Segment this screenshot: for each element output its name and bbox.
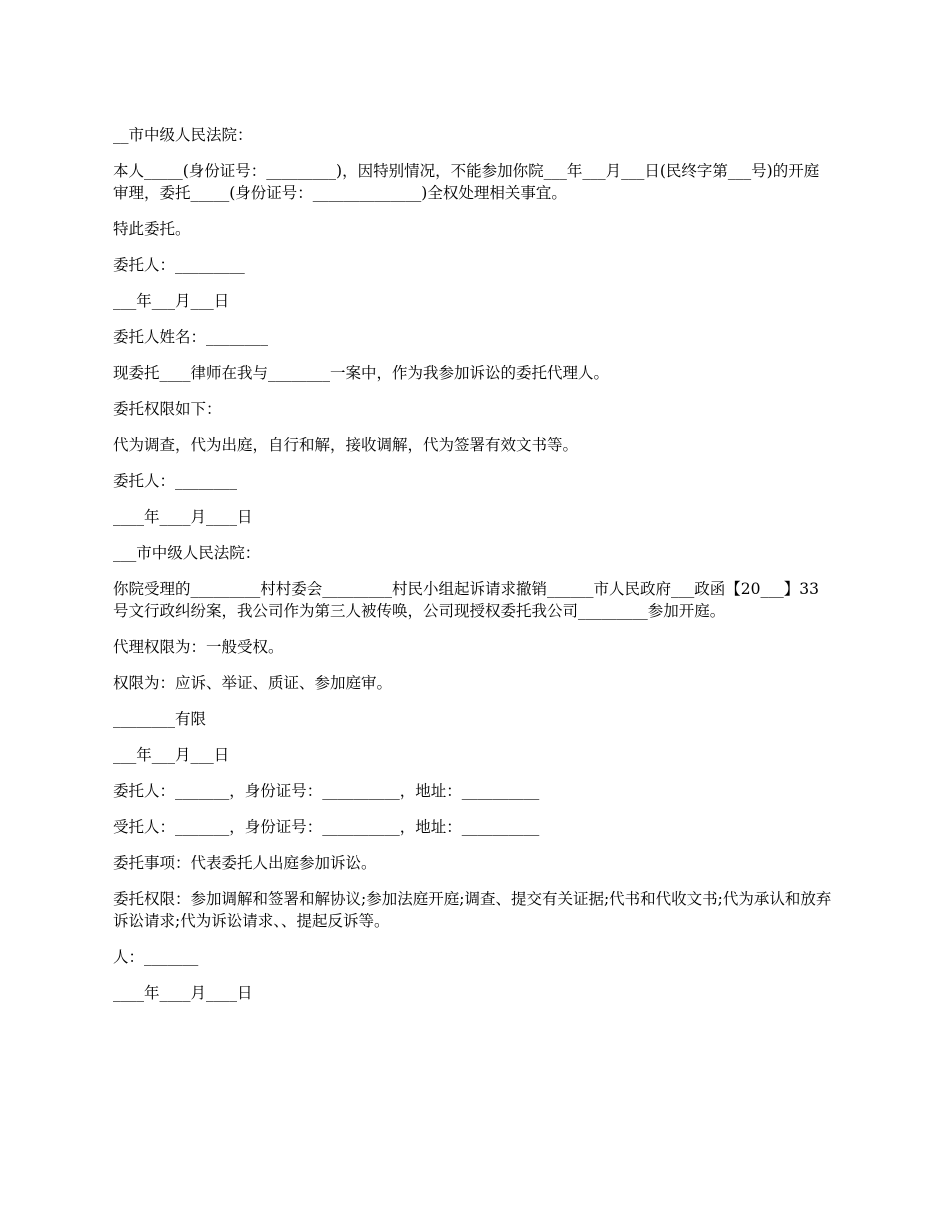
- company-name-line: ________有限: [113, 710, 207, 728]
- principal-info-line: 委托人：_______，身份证号：__________，地址：__________: [113, 782, 540, 800]
- principal-signature-1: 委托人：_________: [113, 256, 245, 274]
- document-page: [113, 124, 833, 1018]
- authority-heading: 委托权限如下：: [113, 400, 222, 418]
- company-entrustment-statement: 你院受理的_________村村委会_________村民小组起诉请求撤销______市人民政府___政函【20___】33号文行政纠纷案，我公司作为第三人被传唤，公司现授权委托我公司_________参加开庭。: [113, 580, 819, 620]
- authority-list-3: 委托权限：参加调解和签署和解协议;参加法庭开庭;调查、提交有关证据;代书和代收文书;代为承认和放弃诉讼请求;代为诉讼请求、、提起反诉等。: [113, 890, 832, 930]
- entrusted-matters: 委托事项：代表委托人出庭参加诉讼。: [113, 854, 377, 872]
- person-signature-line: 人：_______: [113, 948, 199, 966]
- agent-info-line: 受托人：_______，身份证号：__________，地址：__________: [113, 818, 540, 836]
- date-line-1: ___年___月___日: [113, 292, 230, 310]
- authority-list-1: 代为调查，代为出庭，自行和解，接收调解，代为签署有效文书等。: [113, 436, 579, 454]
- court-addressee-2: ___市中级人民法院：: [113, 544, 261, 562]
- date-line-3: ___年___月___日: [113, 746, 230, 764]
- entrustment-statement-1: 本人_____(身份证号：_________)，因特别情况，不能参加你院___年___月___日(民终字第___号)的开庭审理，委托_____(身份证号：______________)全权处理相关事宜。: [113, 162, 820, 202]
- principal-name-line: 委托人姓名：________: [113, 328, 269, 346]
- date-line-2: ____年____月____日: [113, 508, 253, 526]
- date-line-4: ____年____月____日: [113, 984, 253, 1002]
- lawyer-entrustment-statement: 现委托____律师在我与________一案中，作为我参加诉讼的委托代理人。: [113, 364, 610, 382]
- authority-list-2: 权限为：应诉、举证、质证、参加庭审。: [113, 674, 393, 692]
- principal-signature-2: 委托人：________: [113, 472, 238, 490]
- court-addressee-1: __市中级人民法院：: [113, 126, 253, 144]
- closing-phrase: 特此委托。: [113, 220, 191, 238]
- agency-scope: 代理权限为：一般受权。: [113, 638, 284, 656]
